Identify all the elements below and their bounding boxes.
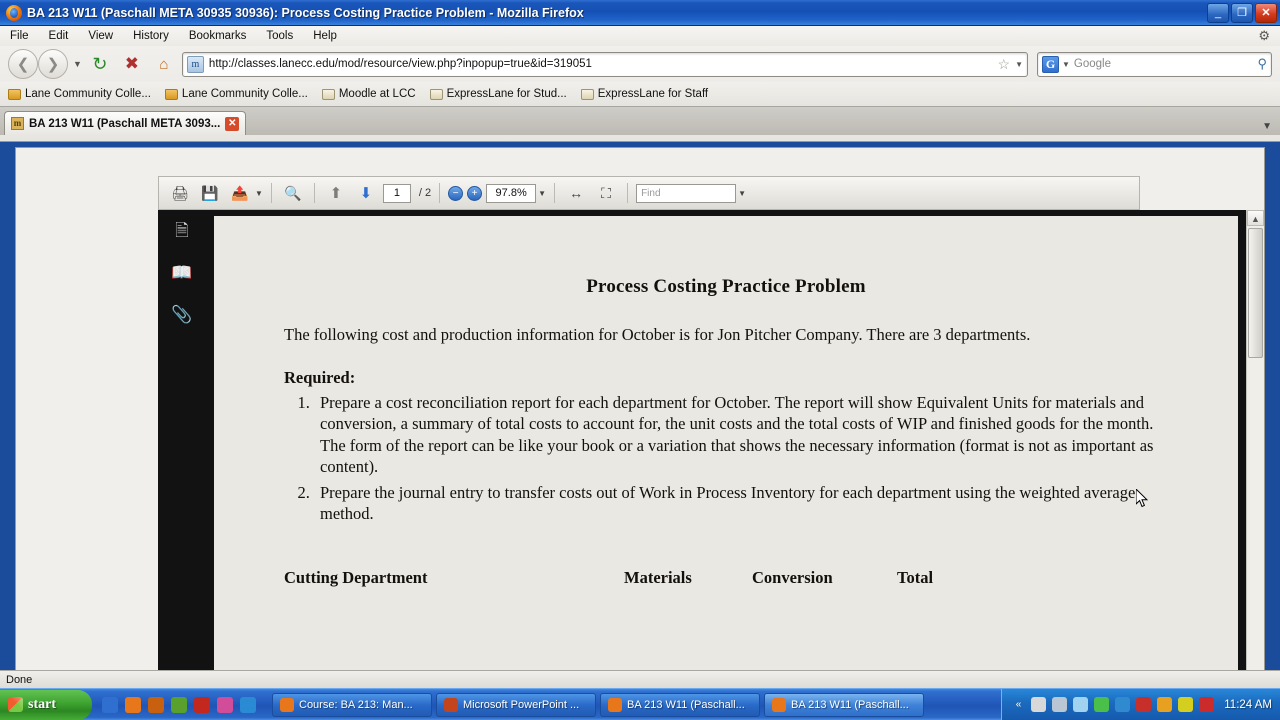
- powerpoint-icon: [444, 698, 458, 712]
- toolbar-separator: [271, 183, 272, 203]
- status-text: Done: [6, 673, 33, 686]
- bookmark-item[interactable]: [581, 88, 708, 100]
- pdf-document-area: [206, 210, 1246, 671]
- keyboard-icon[interactable]: [1031, 697, 1046, 712]
- page-viewport: [0, 142, 1280, 670]
- table-col-department: Cutting Department: [284, 568, 428, 588]
- search-engine-dropdown-icon[interactable]: ▼: [1062, 59, 1070, 69]
- envelope-icon: [581, 89, 594, 100]
- page-number-input[interactable]: 1: [383, 184, 411, 203]
- window-controls: [1207, 3, 1280, 23]
- tab-list-icon[interactable]: ▼: [1262, 121, 1272, 132]
- attachments-panel-icon[interactable]: 📎: [171, 305, 193, 324]
- browser-icon[interactable]: [240, 697, 256, 713]
- task-button[interactable]: [600, 693, 760, 717]
- cutting-department-table-header: [284, 568, 1168, 588]
- pdf-side-panel: [158, 210, 206, 671]
- save-icon[interactable]: 💾: [201, 184, 219, 201]
- bookmark-label: ExpressLane for Staff: [597, 88, 709, 100]
- menu-history[interactable]: History: [133, 30, 169, 42]
- forward-arrow-icon[interactable]: ❯: [38, 49, 68, 79]
- quick-launch-bar: [92, 697, 266, 713]
- toolbar-separator: [314, 183, 315, 203]
- pdf-vertical-scrollbar[interactable]: [1246, 210, 1264, 671]
- firefox-icon: [608, 698, 622, 712]
- zotero-icon[interactable]: [1136, 697, 1151, 712]
- site-identity-icon: m: [187, 56, 204, 73]
- bookmark-label: Lane Community Colle...: [25, 88, 151, 100]
- acrobat-icon[interactable]: [194, 697, 210, 713]
- tab-strip: [0, 106, 1280, 135]
- document-intro: The following cost and production information for October is for Jon Pitcher Company. There are 3 departments.: [284, 325, 1031, 344]
- scroll-up-icon[interactable]: ▲: [1247, 210, 1264, 226]
- folder-icon: [8, 89, 21, 100]
- clock[interactable]: 11:24 AM: [1224, 698, 1272, 711]
- table-col-materials: Materials: [624, 568, 692, 588]
- zoom-level-input[interactable]: 97.8%: [486, 184, 536, 203]
- minimize-button[interactable]: _: [1207, 3, 1229, 23]
- start-label: start: [28, 696, 56, 712]
- tab-label: BA 213 W11 (Paschall META 3093...: [29, 117, 221, 130]
- pdf-page-1: [214, 216, 1238, 671]
- system-tray: [1001, 689, 1280, 720]
- menu-bookmarks[interactable]: Bookmarks: [188, 30, 247, 42]
- next-page-icon[interactable]: ⬇: [359, 185, 373, 202]
- requirement-item: 2. Prepare the journal entry to transfer costs out of Work in Process Inventory for each department using the weighted average method.: [314, 482, 1168, 525]
- moodle-icon: m: [11, 117, 24, 130]
- folder-icon: [165, 89, 178, 100]
- browser-chrome: [0, 26, 1280, 142]
- table-col-total: Total: [897, 568, 934, 588]
- zoom-dropdown-icon[interactable]: ▼: [538, 188, 547, 198]
- norton-icon[interactable]: [1178, 697, 1193, 712]
- bookmark-label: Lane Community Colle...: [181, 88, 308, 100]
- task-button-active[interactable]: [764, 693, 924, 717]
- find-input[interactable]: Find: [636, 184, 736, 203]
- chrome-gear-icon[interactable]: ⚙: [1258, 28, 1270, 43]
- antivirus-icon[interactable]: [1199, 697, 1214, 712]
- windows-flag-icon: [8, 697, 23, 712]
- shield-icon[interactable]: [1115, 697, 1130, 712]
- requirements-list: [284, 392, 1168, 525]
- firefox-icon: [772, 698, 786, 712]
- bookmark-item[interactable]: [8, 88, 151, 100]
- address-dropdown-icon[interactable]: ▼: [1015, 59, 1023, 69]
- home-icon[interactable]: ⌂: [159, 55, 169, 73]
- envelope-icon: [322, 89, 335, 100]
- toolbar-separator: [554, 183, 555, 203]
- tray-expand-icon[interactable]: «: [1015, 699, 1022, 710]
- back-arrow-icon[interactable]: ❮: [8, 49, 38, 79]
- taskbar: [0, 688, 1280, 720]
- toolbar-separator: [627, 183, 628, 203]
- task-label: Microsoft PowerPoint ...: [463, 698, 580, 711]
- pdf-toolbar: [158, 176, 1140, 210]
- history-dropdown-icon[interactable]: ▼: [73, 59, 82, 69]
- export-dropdown-icon[interactable]: ▼: [255, 188, 263, 198]
- previous-page-icon[interactable]: ⬆: [329, 185, 343, 202]
- print-icon[interactable]: 🖨: [171, 184, 189, 201]
- task-label: BA 213 W11 (Paschall...: [627, 698, 745, 711]
- navigation-toolbar: [0, 46, 1280, 82]
- snapshot-icon[interactable]: 🔍: [284, 184, 302, 201]
- internet-explorer-icon[interactable]: [102, 697, 118, 713]
- firefox-icon: [280, 698, 294, 712]
- export-icon[interactable]: 📤: [231, 184, 249, 201]
- page-total-label: / 2: [418, 187, 432, 199]
- messenger-icon[interactable]: [171, 697, 187, 713]
- zoom-in-icon[interactable]: +: [467, 186, 482, 201]
- table-col-conversion: Conversion: [752, 568, 833, 588]
- menu-help[interactable]: Help: [313, 30, 337, 42]
- bookmark-item[interactable]: [430, 88, 567, 100]
- update-icon[interactable]: [1157, 697, 1172, 712]
- reload-icon[interactable]: ↻: [92, 53, 108, 74]
- pdf-viewer: [15, 147, 1265, 672]
- window-title: BA 213 W11 (Paschall META 30935 30936): Process Costing Practice Problem - Mozilla Firefox: [27, 5, 584, 20]
- bookmark-star-icon[interactable]: ☆: [997, 55, 1011, 72]
- zoom-out-icon[interactable]: −: [448, 186, 463, 201]
- required-label: Required:: [284, 367, 356, 387]
- firefox-icon[interactable]: [125, 697, 141, 713]
- task-label: Course: BA 213: Man...: [299, 698, 413, 711]
- display-icon[interactable]: [1052, 697, 1067, 712]
- tab-ba213[interactable]: [4, 111, 246, 135]
- toolbar-separator: [439, 183, 440, 203]
- close-button[interactable]: ✕: [1255, 3, 1277, 23]
- google-icon[interactable]: G: [1042, 56, 1059, 73]
- start-button[interactable]: [0, 690, 92, 720]
- media-player-icon[interactable]: [148, 697, 164, 713]
- scrollbar-thumb[interactable]: [1248, 228, 1263, 358]
- bookmark-item[interactable]: [165, 88, 308, 100]
- task-buttons: [266, 693, 1001, 717]
- firefox-icon: [6, 5, 22, 21]
- fit-page-icon[interactable]: ⛶: [601, 184, 611, 201]
- maximize-button[interactable]: ❐: [1231, 3, 1253, 23]
- bookmarks-panel-icon[interactable]: 📖: [171, 263, 193, 282]
- window-titlebar: [0, 0, 1280, 26]
- search-icon[interactable]: ⚲: [1257, 56, 1267, 71]
- search-bar[interactable]: [1037, 52, 1272, 77]
- photo-icon[interactable]: [217, 697, 233, 713]
- menu-file[interactable]: File: [10, 30, 29, 42]
- bookmark-label: ExpressLane for Stud...: [446, 88, 567, 100]
- pages-panel-icon[interactable]: 🗎: [175, 221, 189, 240]
- requirement-item: 1. Prepare a cost reconciliation report for each department for October. The report will show Equivalent Units for materials and conversion, a summary of total costs to account for, the unit costs and the total costs of WIP and finished goods for the month. The form of the report can be like your book or a variation that shows the necessary information (format is not as important as content).: [314, 392, 1168, 478]
- search-input[interactable]: Google: [1073, 58, 1112, 70]
- envelope-icon: [430, 89, 443, 100]
- task-label: BA 213 W11 (Paschall...: [791, 698, 909, 711]
- find-dropdown-icon[interactable]: ▼: [738, 188, 746, 198]
- tab-close-icon[interactable]: ✕: [225, 117, 239, 131]
- address-bar[interactable]: [182, 52, 1028, 77]
- fit-width-icon[interactable]: ↔: [569, 185, 584, 201]
- task-button[interactable]: [272, 693, 432, 717]
- volume-icon[interactable]: [1094, 697, 1109, 712]
- bookmark-label: Moodle at LCC: [338, 88, 416, 100]
- url-text: http://classes.lanecc.edu/mod/resource/view.php?inpopup=true&id=319051: [208, 58, 592, 70]
- menu-edit[interactable]: Edit: [48, 30, 69, 42]
- bookmark-item[interactable]: [322, 88, 416, 100]
- menu-bar: [0, 26, 1280, 46]
- status-bar: [0, 670, 1280, 688]
- bookmarks-toolbar: [0, 82, 1280, 106]
- menu-tools[interactable]: Tools: [266, 30, 294, 42]
- stop-icon[interactable]: ✖: [124, 54, 140, 73]
- task-button[interactable]: [436, 693, 596, 717]
- menu-view[interactable]: View: [88, 30, 114, 42]
- document-title: Process Costing Practice Problem: [586, 276, 866, 297]
- network-icon[interactable]: [1073, 697, 1088, 712]
